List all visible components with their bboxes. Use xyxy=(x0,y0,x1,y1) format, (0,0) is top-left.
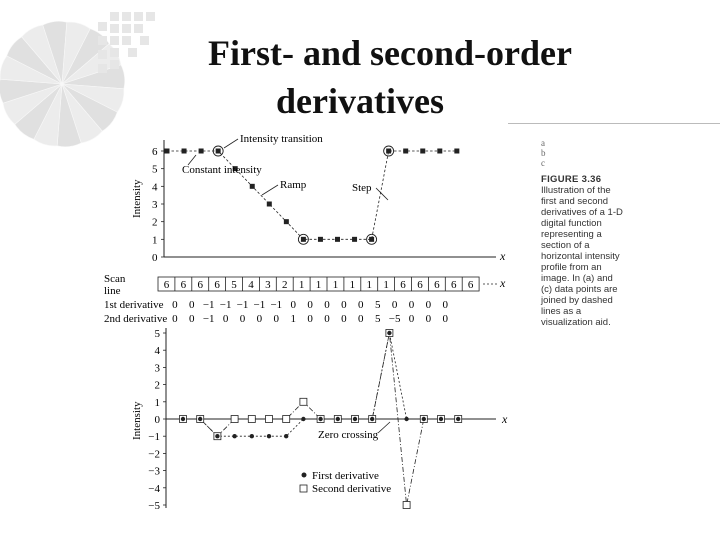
second-derivative-value: −1 xyxy=(202,313,215,325)
first-derivative-point xyxy=(370,417,374,421)
panel-a-ytick-label: 2 xyxy=(152,216,158,229)
second-derivative-point xyxy=(248,416,255,423)
scan-line-value: 6 xyxy=(467,279,474,291)
panel-a-point xyxy=(386,149,391,154)
legend-first-derivative-marker xyxy=(302,473,307,478)
annotation-ramp: Ramp xyxy=(280,179,307,191)
legend-first-derivative: First derivative xyxy=(312,470,379,482)
panel-a-point xyxy=(216,149,221,154)
first-derivative-point xyxy=(198,417,202,421)
scan-line-value: 6 xyxy=(197,279,203,291)
first-derivative-point xyxy=(301,417,305,421)
second-derivative-value: 0 xyxy=(172,313,178,325)
panel-a-xlabel: x xyxy=(500,249,506,263)
scan-line-value: 6 xyxy=(417,279,423,291)
slide-title-line-2: derivatives xyxy=(276,81,444,121)
first-derivative-value: 0 xyxy=(425,299,432,311)
scan-line-value: 1 xyxy=(315,279,322,291)
first-derivative-point xyxy=(215,434,219,438)
panel-a-point xyxy=(352,237,357,242)
second-derivative-value: 0 xyxy=(358,313,364,325)
scan-line-value: 6 xyxy=(180,279,187,291)
first-derivative-point xyxy=(232,434,236,438)
legend-second-derivative: Second derivative xyxy=(312,483,392,495)
panel-a-point xyxy=(454,149,459,154)
second-derivative-value: 0 xyxy=(425,313,432,325)
first-derivative-value: 0 xyxy=(324,299,330,311)
second-derivative-point xyxy=(266,416,273,423)
second-derivative-value: 0 xyxy=(256,313,263,325)
scan-line-value: 6 xyxy=(451,279,457,291)
first-derivative-value: −1 xyxy=(270,299,283,311)
first-derivative-point xyxy=(318,417,322,421)
second-derivative-point xyxy=(283,416,290,423)
panel-c-ytick-label: 1 xyxy=(154,396,160,409)
second-derivative-value: 0 xyxy=(239,313,246,325)
panel-c-legend xyxy=(300,470,391,495)
panel-a-point xyxy=(403,149,408,154)
panel-a-point xyxy=(284,219,289,224)
panel-a-point xyxy=(369,237,374,242)
second-derivative-value: 0 xyxy=(189,313,195,325)
caption-text: Illustration of the first and second derivatives of a 1-D digital function representing a section of a horizontal intensity profile from an image. In (a) and (c) data points are joined by dashed lines as a visualization aid. xyxy=(541,185,623,328)
panel-b-table xyxy=(0,0,506,325)
panel-c-xlabel: x xyxy=(502,412,508,426)
panel-a-ytick-label: 6 xyxy=(152,146,158,158)
row-label-second-derivative: 2nd derivative xyxy=(104,313,168,325)
second-derivative-point xyxy=(231,416,238,423)
panel-c-ytick-label: 0 xyxy=(154,414,160,426)
panel-a-point xyxy=(165,149,170,154)
annotation-zero-crossing: Zero crossing xyxy=(318,429,379,441)
first-derivative-point xyxy=(181,417,185,421)
second-derivative-value: 5 xyxy=(374,313,381,325)
scan-line-value: 1 xyxy=(332,279,339,291)
scan-line-value: 6 xyxy=(400,279,406,291)
first-derivative-point xyxy=(353,417,357,421)
annotation-intensity-transition: Intensity transition xyxy=(240,133,323,145)
caption-panel-c: c xyxy=(541,158,545,168)
panel-c-ytick-label: −3 xyxy=(148,465,160,478)
scan-line-value: 6 xyxy=(434,279,440,291)
leader-step xyxy=(376,188,388,200)
scan-line-value: 1 xyxy=(366,279,372,291)
slide-title-line-1: First- and second-order xyxy=(208,33,572,73)
panel-a-ytick-label: 5 xyxy=(152,163,158,176)
panel-a-point xyxy=(267,202,272,207)
scan-line-value: 1 xyxy=(383,279,389,291)
scan-line-value: 6 xyxy=(214,279,220,291)
leader-zero-crossing xyxy=(378,422,390,433)
first-derivative-value: 0 xyxy=(172,299,178,311)
panel-c-ytick-label: −1 xyxy=(148,431,160,444)
panel-c-ylabel: Intensity xyxy=(131,401,143,440)
caption-panel-labels xyxy=(541,138,623,168)
panel-b-xlabel: x xyxy=(500,276,506,290)
panel-c-ytick-label: −5 xyxy=(148,500,160,512)
panel-a-ytick-label: 1 xyxy=(152,234,158,247)
caption-panel-b: b xyxy=(541,148,546,158)
first-derivative-point xyxy=(387,331,391,335)
first-derivative-point xyxy=(250,434,254,438)
row-label-line: line xyxy=(104,285,121,297)
second-derivative-value: 0 xyxy=(273,313,280,325)
first-derivative-value: −1 xyxy=(236,299,249,311)
second-derivative-value: −5 xyxy=(388,313,401,325)
second-derivative-value: 1 xyxy=(290,313,296,325)
first-derivative-value: 0 xyxy=(290,299,296,311)
leader-intensity-transition xyxy=(224,139,238,148)
figure-caption xyxy=(541,138,623,328)
second-derivative-value: 0 xyxy=(442,313,449,325)
first-derivative-point xyxy=(336,417,340,421)
first-derivative-value: 0 xyxy=(408,299,415,311)
second-derivative-value: 0 xyxy=(341,313,347,325)
second-derivative-point xyxy=(300,398,307,405)
annotation-constant-intensity-text: Constant intensity xyxy=(182,164,262,176)
first-derivative-point xyxy=(439,417,443,421)
first-derivative-value: 0 xyxy=(307,299,313,311)
panel-a-ytick-label: 0 xyxy=(152,252,158,264)
scan-line-value: 3 xyxy=(265,279,271,291)
first-derivative-point xyxy=(422,417,426,421)
legend-second-derivative-marker xyxy=(300,485,307,492)
first-derivative-point xyxy=(456,417,460,421)
scan-line-value: 1 xyxy=(349,279,356,291)
first-derivative-value: 0 xyxy=(341,299,347,311)
first-derivative-value: 0 xyxy=(189,299,195,311)
panel-c-ytick-label: −2 xyxy=(148,448,160,461)
first-derivative-value: −1 xyxy=(202,299,215,311)
second-derivative-value: 0 xyxy=(408,313,415,325)
panel-a-point xyxy=(437,149,442,154)
first-derivative-value: 0 xyxy=(358,299,364,311)
first-derivative-point xyxy=(404,417,408,421)
panel-a-point xyxy=(318,237,323,242)
panel-c-ytick-label: 3 xyxy=(154,362,160,375)
panel-a-point xyxy=(182,149,187,154)
panel-c-ytick-label: −4 xyxy=(148,482,160,495)
row-label-scan: Scan xyxy=(104,273,126,285)
annotation-constant-intensity xyxy=(182,164,262,176)
panel-a-ytick-label: 4 xyxy=(152,181,158,194)
scan-line-value: 1 xyxy=(298,279,305,291)
second-derivative-point xyxy=(403,502,410,509)
scan-line-value: 5 xyxy=(231,279,237,291)
leader-ramp xyxy=(262,185,278,195)
scan-line-value: 4 xyxy=(248,279,254,291)
first-derivative-point xyxy=(267,434,271,438)
caption-panel-a: a xyxy=(541,138,545,148)
second-derivative-value: 0 xyxy=(324,313,330,325)
panel-a-point xyxy=(420,149,425,154)
panel-a-point xyxy=(301,237,306,242)
first-derivative-value: −1 xyxy=(219,299,232,311)
panel-c-ytick-label: 5 xyxy=(154,328,160,340)
first-derivative-value: 5 xyxy=(374,299,381,311)
panel-a-point xyxy=(335,237,340,242)
caption-figure-number: FIGURE 3.36 xyxy=(541,174,602,185)
first-derivative-point xyxy=(284,434,288,438)
panel-a-point xyxy=(250,184,255,189)
scan-line-value: 2 xyxy=(282,279,288,291)
second-derivative-value: 0 xyxy=(222,313,229,325)
panel-a-ylabel: Intensity xyxy=(131,179,143,218)
panel-a-chart xyxy=(131,133,506,264)
first-derivative-value: 0 xyxy=(442,299,449,311)
annotation-step: Step xyxy=(352,182,372,194)
row-label-first-derivative: 1st derivative xyxy=(104,299,164,311)
scan-line-value: 6 xyxy=(163,279,170,291)
panel-a-ytick-label: 3 xyxy=(152,199,158,211)
panel-c-ytick-label: 4 xyxy=(154,345,160,358)
first-derivative-value: −1 xyxy=(253,299,266,311)
first-derivative-value: 0 xyxy=(391,299,398,311)
second-derivative-value: 0 xyxy=(307,313,313,325)
panel-a-point xyxy=(199,149,204,154)
panel-c-ytick-label: 2 xyxy=(154,379,160,392)
panel-c-chart xyxy=(131,328,508,512)
